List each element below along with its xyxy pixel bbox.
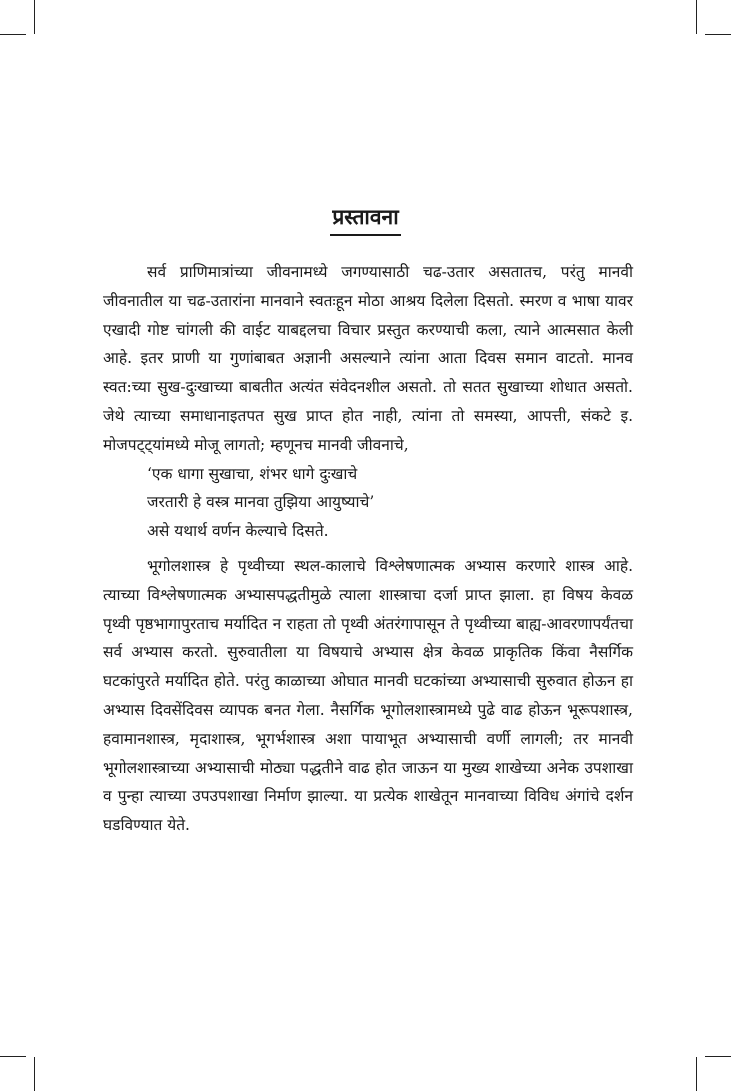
crop-mark-top-left-horizontal xyxy=(0,34,26,35)
verse-line-3: असे यथार्थ वर्णन केल्याचे दिसते. xyxy=(147,522,329,541)
body-text xyxy=(103,258,633,840)
crop-mark-top-right-horizontal xyxy=(705,34,731,35)
crop-mark-bottom-left-vertical xyxy=(34,1057,35,1091)
verse-line-1: ‘एक धागा सुखाचा, शंभर धागे दुःखाचे xyxy=(147,464,358,483)
paragraph-geography: भूगोलशास्त्र हे पृथ्वीच्या स्थल-कालाचे विश्लेषणात्मक अभ्यास करणारे शास्त्र आहे. त्याच्या विश्लेषणात्मक अभ्यासपद्धतीमुळे त्याला शास्त्राचा दर्जा प्राप्त झाला. हा विषय केवळ पृथ्वी पृष्ठभागापुरताच मर्यादित न राहता तो पृथ्वी अंतरंगापासून ते पृथ्वीच्या बाह्य-आवरणापर्यंतचा सर्व अभ्यास करतो. सुरुवातीला या विषयाचे अभ्यास क्षेत्र केवळ प्राकृतिक किंवा नैसर्गिक घटकांपुरते मर्यादित होते. परंतु काळाच्या ओघात मानवी घटकांच्या अभ्यासाची सुरुवात होऊन हा अभ्यास दिवसेंदिवस व्यापक बनत गेला. नैसर्गिक भूगोलशास्त्रामध्ये पुढे वाढ होऊन भूरूपशास्त्र, हवामानशास्त्र, मृदाशास्त्र, भूगर्भशास्त्र अशा पायाभूत अभ्यासाची वर्णी लागली; तर मानवी भूगोलशास्त्राच्या अभ्यासाची मोठ्या पद्धतीने वाढ होत जाऊन या मुख्य शाखेच्या अनेक उपशाखा व पुन्हा त्याच्या उपउपशाखा निर्माण झाल्या. या प्रत्येक शाखेतून मानवाच्या विविध अंगांचे दर्शन घडविण्यात येते. xyxy=(103,556,633,835)
page-title xyxy=(0,201,731,236)
crop-mark-bottom-right-vertical xyxy=(696,1057,697,1091)
crop-mark-top-left-vertical xyxy=(34,0,35,34)
paragraph-intro: सर्व प्राणिमात्रांच्या जीवनामध्ये जगण्यासाठी चढ-उतार असतातच, परंतु मानवी जीवनातील या चढ-उतारांना मानवाने स्वतःहून मोठा आश्रय दिलेला दिसतो. स्मरण व भाषा यावर एखादी गोष्ट चांगली की वाईट याबद्दलचा विचार प्रस्तुत करण्याची कला, त्याने आत्मसात केली आहे. इतर प्राणी या गुणांबाबत अज्ञानी असल्याने त्यांना आता दिवस समान वाटतो. मानव स्वत:च्या सुख-दुःखाच्या बाबतीत अत्यंत संवेदनशील असतो. तो सतत सुखाच्या शोधात असतो. जेथे त्याच्या समाधानाइतपत सुख प्राप्त होत नाही, त्यांना तो समस्या, आपत्ती, संकटे इ. मोजपट्ट्यांमध्ये मोजू लागतो; म्हणूनच मानवी जीवनाचे, xyxy=(103,263,633,454)
crop-mark-top-right-vertical xyxy=(696,0,697,34)
page-title-text: प्रस्तावना xyxy=(330,201,400,236)
verse-block xyxy=(103,460,633,546)
verse-line-2: जरतारी हे वस्त्र मानवा तुझिया आयुष्याचे’ xyxy=(147,493,375,512)
crop-mark-bottom-right-horizontal xyxy=(705,1056,731,1057)
crop-mark-bottom-left-horizontal xyxy=(0,1056,26,1057)
